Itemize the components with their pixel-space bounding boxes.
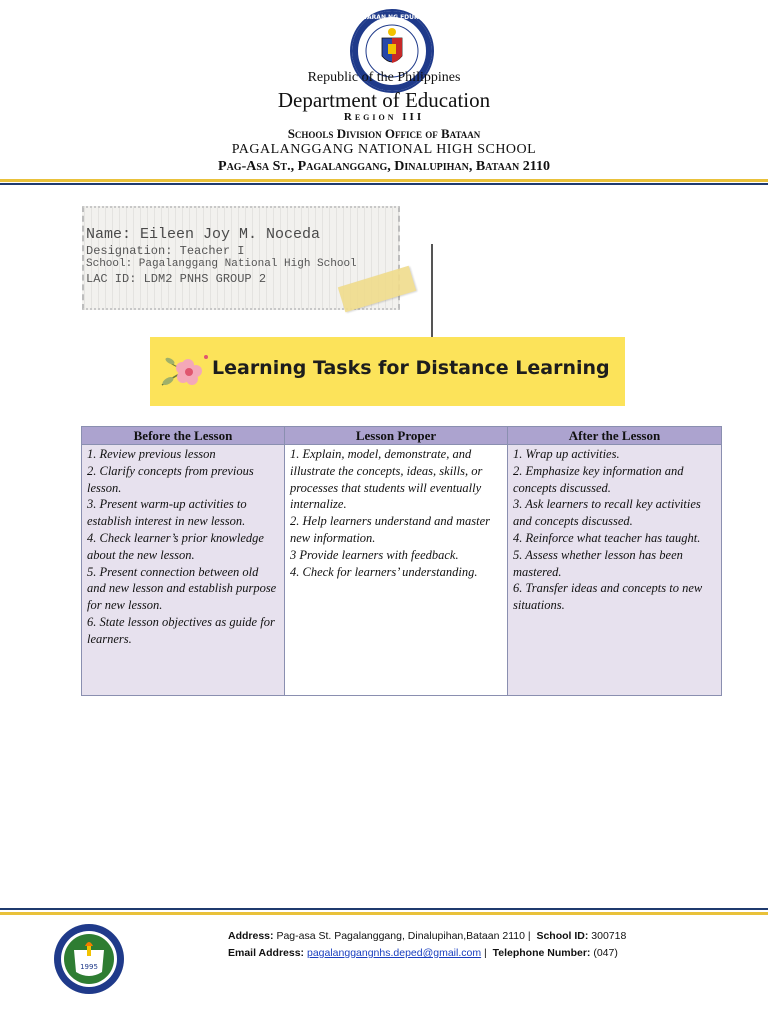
region-heading: Region III: [343, 111, 425, 123]
email-label: Email Address:: [228, 947, 305, 959]
department-heading: Department of Education: [277, 88, 491, 112]
divider-stick: [431, 244, 433, 338]
footer-divider-gold: [0, 912, 768, 915]
division-heading: Schools Division Office of Bataan: [287, 126, 481, 141]
list-item: 4. Check learner’s prior knowledge about the new lesson.: [87, 530, 264, 562]
list-item: 2. Clarify concepts from previous lesson.: [87, 463, 254, 495]
list-item: 6. Transfer ideas and concepts to new situations.: [513, 581, 703, 613]
list-item: 2. Emphasize key information and concepts discussed.: [513, 463, 684, 495]
column-lesson-proper: [285, 427, 508, 695]
list-item: 1. Review previous lesson: [87, 447, 216, 461]
teacher-name: Name: Eileen Joy M. Noceda: [86, 226, 321, 243]
school-seal-logo: [52, 922, 126, 996]
header-lesson-proper: Lesson Proper: [285, 427, 507, 445]
list-item: 5. Present connection between old and new lesson and establish purpose for new lesson.: [87, 564, 277, 613]
list-item: 1. Explain, model, demonstrate, and illustrate the concepts, ideas, skills, or processes that students will eventually internalize.: [290, 447, 483, 512]
banner-title: Learning Tasks for Distance Learning: [212, 357, 610, 379]
list-item: 2. Help learners understand and master new information.: [290, 514, 490, 545]
separator: |: [484, 947, 487, 959]
list-item: 3. Ask learners to recall key activities and concepts discussed.: [513, 497, 701, 529]
learning-tasks-table: [81, 426, 722, 696]
separator: |: [527, 930, 531, 942]
column-before-lesson: [82, 427, 285, 695]
footer-divider-navy: [0, 908, 768, 910]
teacher-school: School: Pagalanggang National High School: [86, 258, 357, 270]
footer-contact-line: [228, 947, 618, 959]
school-heading: PAGALANGGANG NATIONAL HIGH SCHOOL: [231, 142, 537, 157]
list-item: 3 Provide learners with feedback.: [290, 547, 459, 562]
header-before-lesson: Before the Lesson: [82, 427, 284, 445]
email-link[interactable]: pagalanggangnhs.deped@gmail.com: [306, 947, 482, 959]
footer-address-line: [228, 930, 626, 942]
address-value: Pag-asa St. Pagalanggang, Dinalupihan,Bataan 2110: [276, 930, 525, 942]
list-item: 6. State lesson objectives as guide for learners.: [87, 614, 275, 646]
flower-icon: [156, 345, 214, 397]
lesson-proper-list: [285, 445, 507, 580]
school-address: Pag-Asa St., Pagalanggang, Dinalupihan, Bataan 2110: [218, 159, 550, 174]
teacher-designation: Designation: Teacher I: [86, 244, 245, 258]
column-after-lesson: [508, 427, 721, 695]
list-item: 5. Assess whether lesson has been mastered.: [513, 547, 683, 579]
header-divider-gold: [0, 179, 768, 182]
list-item: 3. Present warm-up activities to establish interest in new lesson.: [87, 497, 247, 529]
before-lesson-list: [82, 445, 284, 648]
list-item: 4. Reinforce what teacher has taught.: [513, 530, 701, 545]
republic-heading: Republic of the Philippines: [307, 70, 461, 85]
lac-id: LAC ID: LDM2 PNHS GROUP 2: [86, 272, 267, 286]
after-lesson-list: [508, 445, 721, 614]
svg-text:1995: 1995: [80, 963, 98, 971]
list-item: 1. Wrap up activities.: [513, 447, 620, 461]
list-item: 4. Check for learners’ understanding.: [290, 564, 478, 579]
phone-label: Telephone Number:: [492, 947, 591, 959]
school-id-label: School ID:: [536, 930, 589, 942]
address-label: Address:: [228, 930, 274, 942]
header-after-lesson: After the Lesson: [508, 427, 721, 445]
header-divider-navy: [0, 183, 768, 185]
svg-text:KAGAWARAN NG EDUKASYON: KAGAWARAN NG EDUKASYON: [342, 14, 442, 21]
phone-value: (047): [593, 947, 618, 959]
school-id-value: 300718: [591, 930, 627, 942]
